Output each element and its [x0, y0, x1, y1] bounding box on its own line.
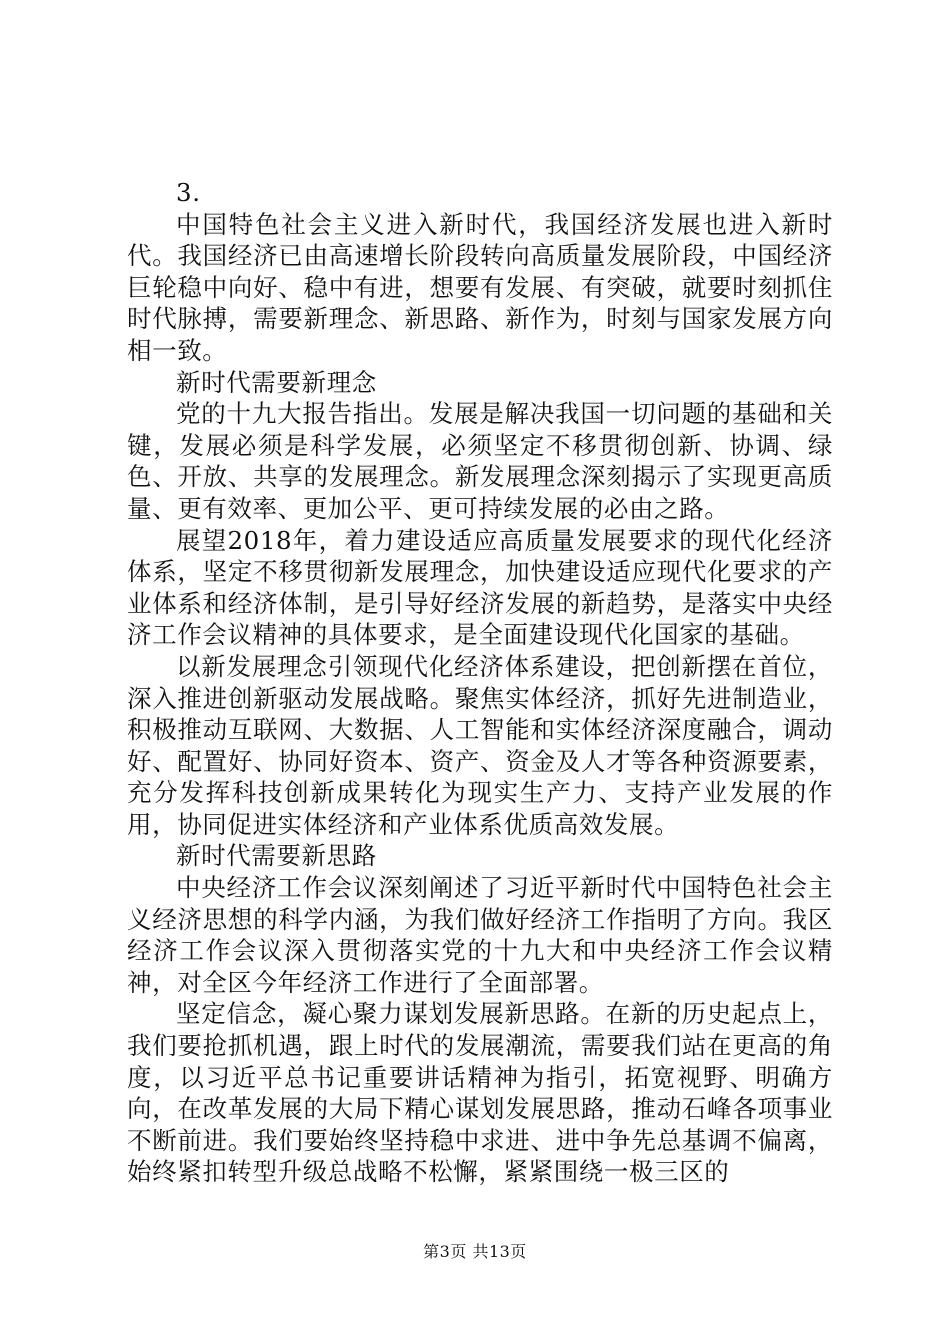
paragraph: 展望2018年，着力建设适应高质量发展要求的现代化经济体系，坚定不移贯彻新发展理念，加快建设适应现代化要求的产业体系和经济体制，是引导好经济发展的新趋势，是落实中央经济工作会议精神的具体要求，是全面建设现代化国家的基础。: [127, 525, 833, 650]
paragraph: 以新发展理念引领现代化经济体系建设，把创新摆在首位，深入推进创新驱动发展战略。聚焦实体经济，抓好先进制造业，积极推动互联网、大数据、人工智能和实体经济深度融合，调动好、配置好、协同好资本、资产、资金及人才等各种资源要素，充分发挥科技创新成果转化为现实生产力、支持产业发展的作用，协同促进实体经济和产业体系优质高效发展。: [127, 651, 833, 839]
paragraph: 党的十九大报告指出。发展是解决我国一切问题的基础和关键，发展必须是科学发展，必须坚定不移贯彻创新、协调、绿色、开放、共享的发展理念。新发展理念深刻揭示了实现更高质量、更有效率、更加公平、更可持续发展的必由之路。: [127, 399, 833, 523]
section-heading: 新时代需要新理念: [176, 367, 377, 397]
page-number: 第3页 共13页: [423, 1242, 527, 1261]
document-body: [127, 177, 833, 1188]
section-heading: 新时代需要新思路: [176, 841, 377, 871]
paragraph: 中央经济工作会议深刻阐述了习近平新时代中国特色社会主义经济思想的科学内涵，为我们做好经济工作指明了方向。我区经济工作会议深入贯彻落实党的十九大和中央经济工作会议精神，对全区今年经济工作进行了全面部署。: [127, 873, 833, 997]
paragraph: 坚定信念，凝心聚力谋划发展新思路。在新的历史起点上，我们要抢抓机遇，跟上时代的发展潮流，需要我们站在更高的角度，以习近平总书记重要讲话精神为指引，拓宽视野、明确方向，在改革发展的大局下精心谋划发展思路，推动石峰各项事业不断前进。我们要始终坚持稳中求进、进中争先总基调不偏离，始终紧扣转型升级总战略不松懈，紧紧围绕一极三区的: [127, 999, 833, 1187]
section-number: 3.: [176, 178, 201, 207]
paragraph: 中国特色社会主义进入新时代，我国经济发展也进入新时代。我国经济已由高速增长阶段转向高质量发展阶段，中国经济巨轮稳中向好、稳中有进，想要有发展、有突破，就要时刻抓住时代脉搏，需要新理念、新思路、新作为，时刻与国家发展方向相一致。: [127, 209, 833, 365]
